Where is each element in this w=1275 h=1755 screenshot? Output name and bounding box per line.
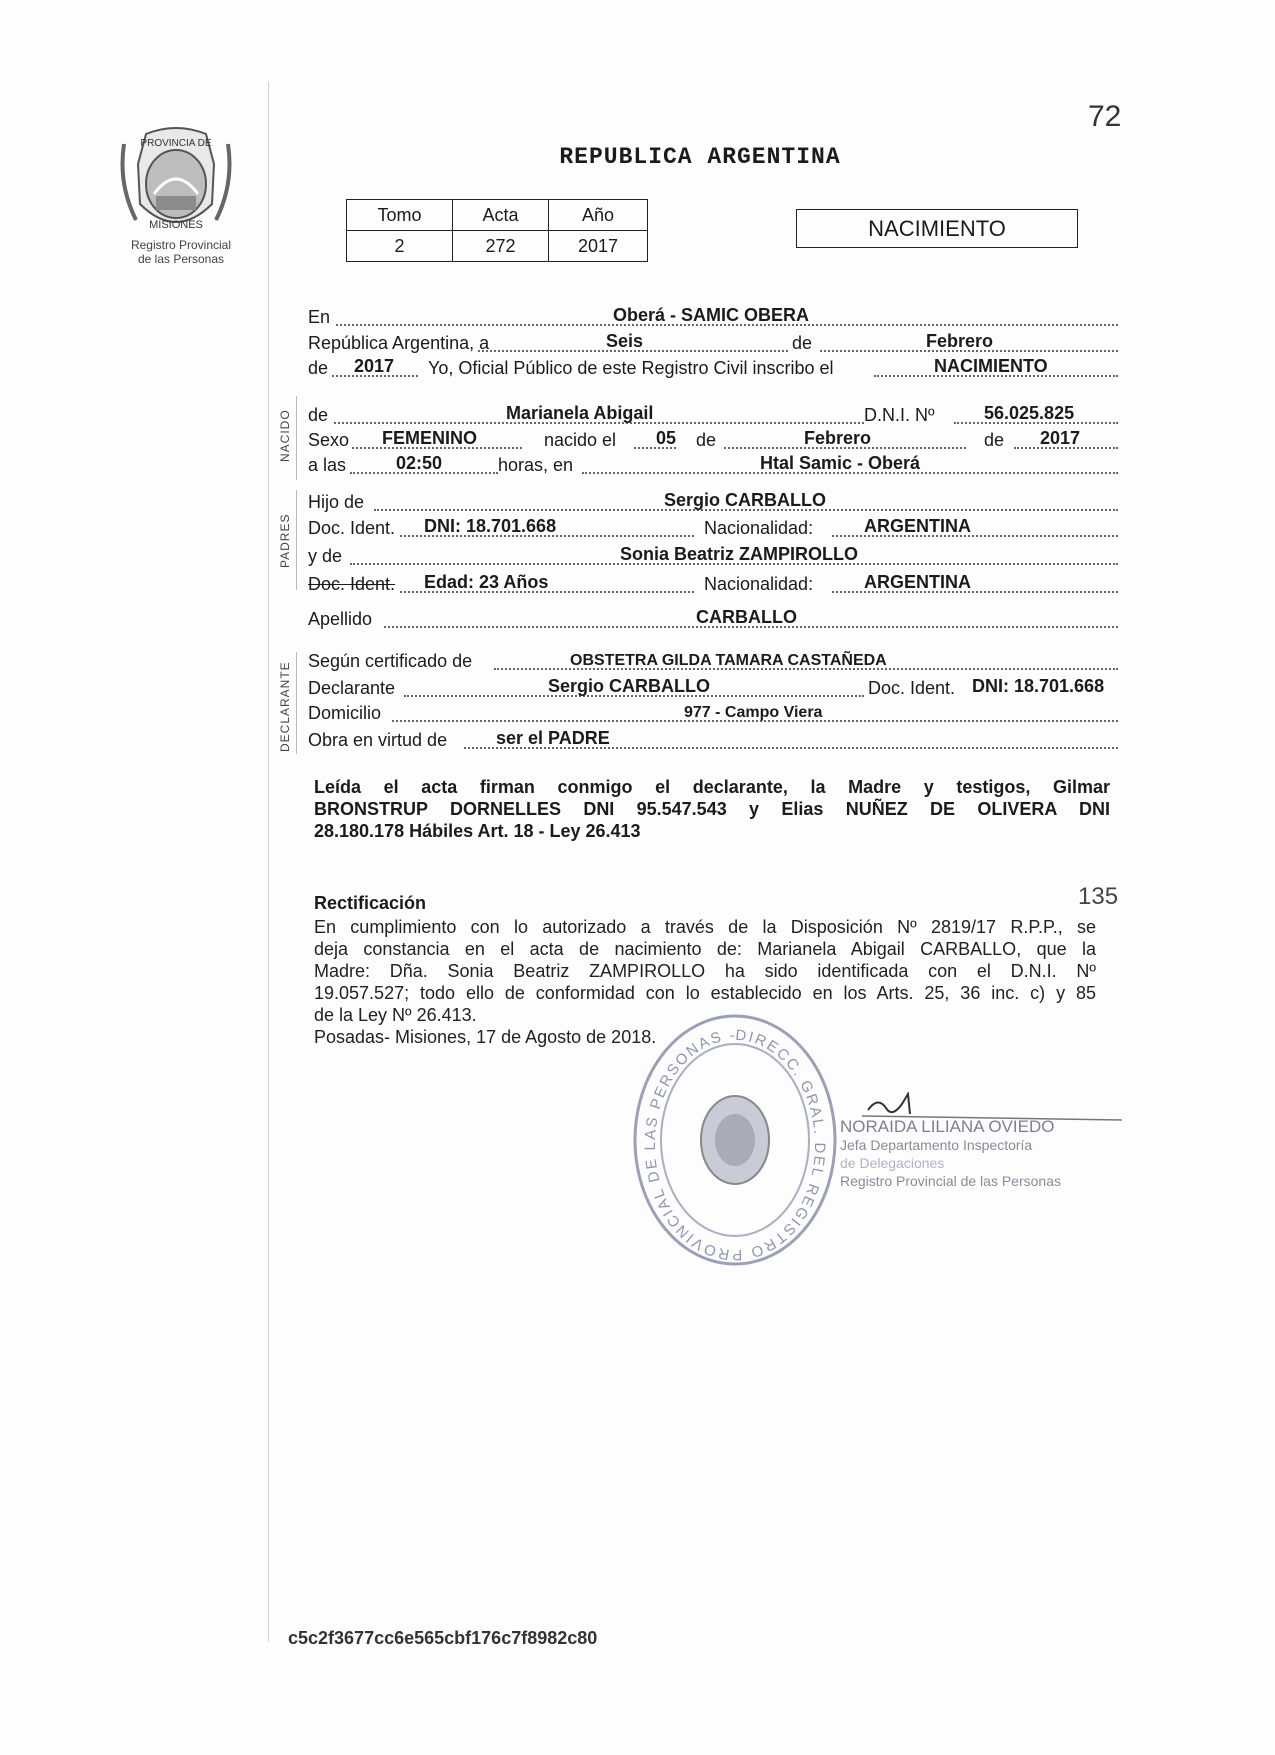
closing-line-1: Leída el acta firman conmigo el declarante, la Madre y testigos, Gilmar: [314, 777, 1110, 797]
value-tomo: 2: [347, 231, 453, 262]
row-certificado: Según certificado de OBSTETRA GILDA TAMARA CASTAÑEDA: [308, 648, 1118, 674]
rectification-line: Madre: Dña. Sonia Beatriz ZAMPIROLLO ha sido identificada con el D.N.I. Nº: [314, 961, 1096, 981]
row-en: En Oberá - SAMIC OBERA: [308, 304, 1118, 330]
row-madre-doc: Doc. Ident. Edad: 23 Años Nacionalidad: ARGENTINA: [308, 571, 1118, 597]
row-domicilio: Domicilio 977 - Campo Viera: [308, 700, 1118, 726]
row-madre: y de Sonia Beatriz ZAMPIROLLO: [308, 543, 1118, 569]
value-acta: 272: [453, 231, 549, 262]
rectification-line: de la Ley Nº 26.413.: [314, 1005, 477, 1025]
rectification-line: 19.057.527; todo ello de conformidad con lo establecido en los Arts. 25, 36 inc. c) y 85: [314, 983, 1096, 1003]
closing-line-2: BRONSTRUP DORNELLES DNI 95.547.543 y Elias NUÑEZ DE OLIVERA DNI: [314, 799, 1110, 819]
rectification-title: Rectificación: [314, 893, 427, 913]
svg-text:DIRECC. GRAL. DEL REGISTRO PRO: DIRECC. GRAL. DEL REGISTRO PROVINCIAL DE LAS PERSONAS -: [641, 1026, 829, 1264]
section-label-padres: PADRES: [278, 513, 292, 568]
svg-text:PROVINCIA DE: PROVINCIA DE: [140, 138, 212, 149]
document-heading: REPUBLICA ARGENTINA: [559, 144, 841, 170]
rectification-line: En cumplimiento con lo autorizado a través de la Disposición Nº 2819/17 R.P.P., se: [314, 917, 1096, 937]
logo-caption: Registro Provincial de las Personas: [130, 238, 232, 266]
nombre-madre: Sonia Beatriz ZAMPIROLLO: [620, 544, 859, 564]
row-inscribo: de 2017 Yo, Oficial Público de este Registro Civil inscribo el NACIMIENTO: [308, 355, 1118, 381]
page-number: 72: [1088, 100, 1122, 133]
nombre-declarante: Sergio CARBALLO: [548, 676, 710, 696]
margin-line: [268, 82, 269, 1642]
section-label-declarante: DECLARANTE: [278, 661, 292, 752]
row-obra: Obra en virtud de ser el PADRE: [308, 727, 1118, 753]
header-anio: Año: [549, 200, 648, 231]
rectification-number: 135: [1078, 883, 1119, 910]
row-fecha: República Argentina, a Seis de Febrero: [308, 330, 1118, 356]
document-hash: c5c2f3677cc6e565cbf176c7f8982c80: [288, 1628, 598, 1648]
row-apellido: Apellido CARBALLO: [308, 606, 1118, 632]
header-acta: Acta: [453, 200, 549, 231]
record-table: [346, 199, 648, 262]
row-sexo: Sexo FEMENINO nacido el 05 de Febrero de 2017: [308, 427, 1118, 453]
section-label-nacido: NACIDO: [278, 409, 292, 462]
nombre-padre: Sergio CARBALLO: [664, 490, 826, 510]
closing-line-3: 28.180.178 Hábiles Art. 18 - Ley 26.413: [314, 821, 641, 841]
row-declarante: Declarante Sergio CARBALLO Doc. Ident. DNI: 18.701.668: [308, 676, 1105, 698]
row-padre-doc: Doc. Ident. DNI: 18.701.668 Nacionalidad: ARGENTINA: [308, 515, 1118, 541]
nombre-nacido: Marianela Abigail: [506, 403, 654, 423]
record-type-box: NACIMIENTO: [796, 209, 1078, 248]
rectification-line: deja constancia en el acta de nacimiento de: Marianela Abigail CARBALLO, que la: [314, 939, 1096, 959]
svg-text:MISIONES: MISIONES: [149, 219, 203, 231]
official-seal: [630, 1010, 840, 1275]
lugar-inscripcion: Oberá - SAMIC OBERA: [613, 305, 810, 325]
row-hijo: Hijo de Sergio CARBALLO: [308, 489, 1118, 515]
apellido-value: CARBALLO: [696, 607, 797, 627]
row-nombre: de Marianela Abigail D.N.I. Nº 56.025.825: [308, 402, 1118, 428]
value-anio: 2017: [549, 231, 648, 262]
row-hora: a las 02:50 horas, en Htal Samic - Oberá: [308, 452, 1118, 478]
province-emblem-logo: [116, 124, 236, 242]
signature-block: NORAIDA LILIANA OVIEDO Jefa Departamento Inspectoría de Delegaciones Registro Provincial de las Personas: [840, 1117, 1061, 1189]
rectification-date: Posadas- Misiones, 17 de Agosto de 2018.: [314, 1027, 657, 1047]
header-tomo: Tomo: [347, 200, 453, 231]
